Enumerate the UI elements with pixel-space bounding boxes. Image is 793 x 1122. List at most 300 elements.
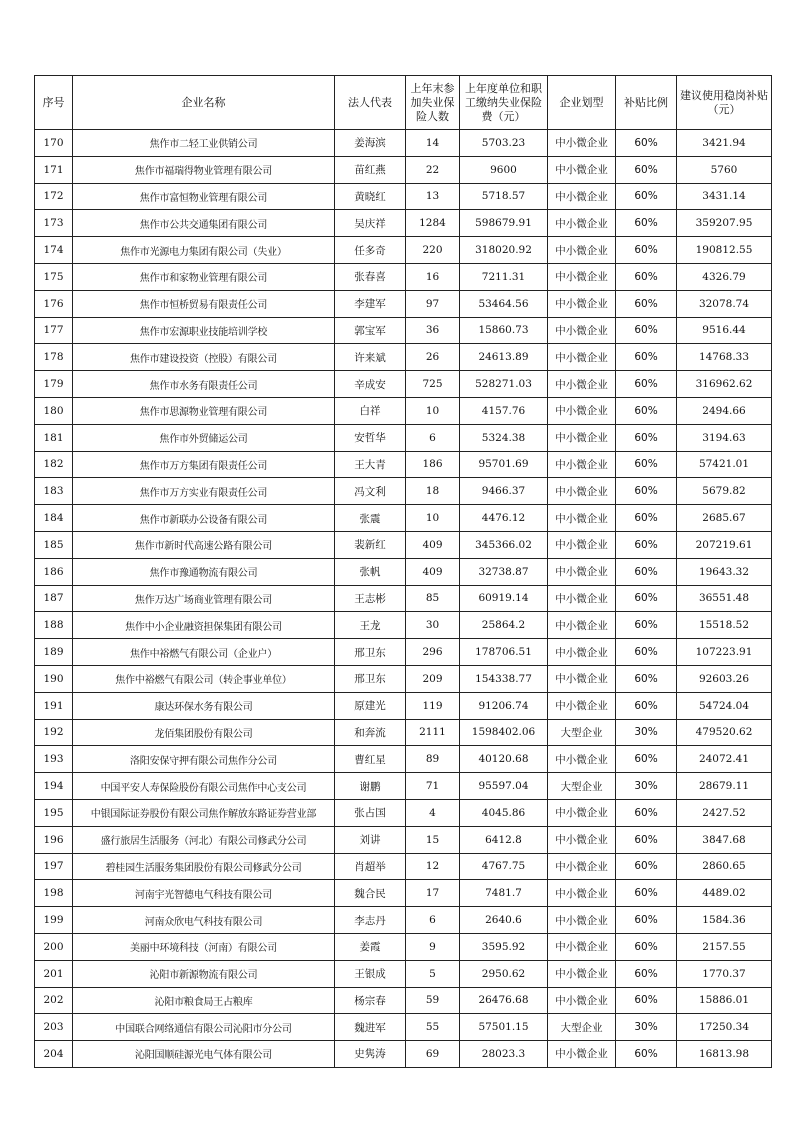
- cell-premium: 15860.73: [460, 317, 548, 344]
- cell-company: 龙佰集团股份有限公司: [73, 719, 335, 746]
- cell-category: 中小微企业: [548, 880, 616, 907]
- cell-legal-rep: 杨宗春: [335, 987, 406, 1014]
- cell-insured-count: 26: [406, 344, 460, 371]
- cell-subsidy: 3431.14: [677, 183, 772, 210]
- cell-seq: 200: [35, 933, 73, 960]
- cell-category: 中小微企业: [548, 505, 616, 532]
- cell-category: 中小微企业: [548, 237, 616, 264]
- cell-legal-rep: 张帆: [335, 558, 406, 585]
- cell-legal-rep: 白祥: [335, 397, 406, 424]
- cell-seq: 197: [35, 853, 73, 880]
- cell-company: 沁阳国顺硅源光电气体有限公司: [73, 1041, 335, 1068]
- table-header: [35, 76, 772, 130]
- cell-insured-count: 296: [406, 639, 460, 666]
- cell-ratio: 60%: [616, 478, 677, 505]
- cell-category: 中小微企业: [548, 933, 616, 960]
- cell-legal-rep: 任多奇: [335, 237, 406, 264]
- cell-subsidy: 3421.94: [677, 130, 772, 157]
- cell-legal-rep: 郭宝军: [335, 317, 406, 344]
- cell-ratio: 60%: [616, 183, 677, 210]
- cell-subsidy: 24072.41: [677, 746, 772, 773]
- cell-subsidy: 19643.32: [677, 558, 772, 585]
- cell-company: 美丽中环境科技（河南）有限公司: [73, 933, 335, 960]
- cell-seq: 184: [35, 505, 73, 532]
- cell-company: 河南宇光智德电气科技有限公司: [73, 880, 335, 907]
- cell-category: 中小微企业: [548, 531, 616, 558]
- cell-legal-rep: 和奔流: [335, 719, 406, 746]
- cell-legal-rep: 史隽涛: [335, 1041, 406, 1068]
- cell-ratio: 30%: [616, 719, 677, 746]
- cell-premium: 318020.92: [460, 237, 548, 264]
- cell-company: 焦作市水务有限责任公司: [73, 371, 335, 398]
- cell-ratio: 60%: [616, 210, 677, 237]
- cell-insured-count: 18: [406, 478, 460, 505]
- cell-legal-rep: 邢卫东: [335, 639, 406, 666]
- cell-company: 碧桂园生活服务集团股份有限公司修武分公司: [73, 853, 335, 880]
- cell-premium: 95597.04: [460, 773, 548, 800]
- cell-premium: 345366.02: [460, 531, 548, 558]
- cell-company: 中国联合网络通信有限公司沁阳市分公司: [73, 1014, 335, 1041]
- cell-premium: 1598402.06: [460, 719, 548, 746]
- cell-seq: 202: [35, 987, 73, 1014]
- table-row: [35, 424, 772, 451]
- cell-company: 河南众欣电气科技有限公司: [73, 907, 335, 934]
- cell-premium: 95701.69: [460, 451, 548, 478]
- cell-subsidy: 1584.36: [677, 907, 772, 934]
- cell-category: 中小微企业: [548, 183, 616, 210]
- cell-seq: 191: [35, 692, 73, 719]
- cell-ratio: 60%: [616, 639, 677, 666]
- cell-seq: 185: [35, 531, 73, 558]
- cell-seq: 178: [35, 344, 73, 371]
- cell-ratio: 60%: [616, 317, 677, 344]
- cell-category: 中小微企业: [548, 639, 616, 666]
- table-row: [35, 826, 772, 853]
- cell-company: 中国平安人寿保险股份有限公司焦作中心支公司: [73, 773, 335, 800]
- table-row: [35, 612, 772, 639]
- cell-subsidy: 92603.26: [677, 665, 772, 692]
- table-row: [35, 585, 772, 612]
- cell-ratio: 60%: [616, 933, 677, 960]
- cell-company: 焦作市万方实业有限责任公司: [73, 478, 335, 505]
- cell-company: 焦作市光源电力集团有限公司（失业）: [73, 237, 335, 264]
- cell-ratio: 60%: [616, 424, 677, 451]
- cell-legal-rep: 王龙: [335, 612, 406, 639]
- cell-insured-count: 16: [406, 263, 460, 290]
- cell-insured-count: 97: [406, 290, 460, 317]
- cell-legal-rep: 黄晓红: [335, 183, 406, 210]
- table-row: [35, 183, 772, 210]
- header-ratio: 补贴比例: [616, 76, 677, 130]
- cell-premium: 2950.62: [460, 960, 548, 987]
- cell-category: 中小微企业: [548, 853, 616, 880]
- table-row: [35, 665, 772, 692]
- cell-seq: 199: [35, 907, 73, 934]
- cell-seq: 186: [35, 558, 73, 585]
- cell-subsidy: 4489.02: [677, 880, 772, 907]
- cell-ratio: 60%: [616, 692, 677, 719]
- cell-category: 中小微企业: [548, 263, 616, 290]
- cell-subsidy: 15886.01: [677, 987, 772, 1014]
- table-row: [35, 853, 772, 880]
- cell-seq: 187: [35, 585, 73, 612]
- cell-seq: 204: [35, 1041, 73, 1068]
- cell-insured-count: 14: [406, 130, 460, 157]
- cell-premium: 4767.75: [460, 853, 548, 880]
- cell-seq: 176: [35, 290, 73, 317]
- cell-premium: 154338.77: [460, 665, 548, 692]
- cell-seq: 171: [35, 156, 73, 183]
- cell-seq: 188: [35, 612, 73, 639]
- table-row: [35, 156, 772, 183]
- cell-subsidy: 479520.62: [677, 719, 772, 746]
- cell-legal-rep: 谢鹏: [335, 773, 406, 800]
- table-row: [35, 344, 772, 371]
- cell-category: 中小微企业: [548, 344, 616, 371]
- cell-subsidy: 14768.33: [677, 344, 772, 371]
- cell-legal-rep: 张占国: [335, 799, 406, 826]
- cell-seq: 182: [35, 451, 73, 478]
- cell-seq: 174: [35, 237, 73, 264]
- cell-category: 大型企业: [548, 1014, 616, 1041]
- table-row: [35, 317, 772, 344]
- cell-insured-count: 186: [406, 451, 460, 478]
- cell-insured-count: 30: [406, 612, 460, 639]
- cell-insured-count: 22: [406, 156, 460, 183]
- cell-seq: 175: [35, 263, 73, 290]
- cell-ratio: 60%: [616, 612, 677, 639]
- cell-subsidy: 190812.55: [677, 237, 772, 264]
- cell-company: 康达环保水务有限公司: [73, 692, 335, 719]
- cell-seq: 194: [35, 773, 73, 800]
- header-seq: 序号: [35, 76, 73, 130]
- cell-premium: 2640.6: [460, 907, 548, 934]
- cell-insured-count: 12: [406, 853, 460, 880]
- cell-insured-count: 59: [406, 987, 460, 1014]
- cell-company: 盛行旅居生活服务（河北）有限公司修武分公司: [73, 826, 335, 853]
- table-row: [35, 210, 772, 237]
- cell-ratio: 60%: [616, 505, 677, 532]
- cell-category: 中小微企业: [548, 692, 616, 719]
- cell-ratio: 60%: [616, 853, 677, 880]
- cell-legal-rep: 裴新红: [335, 531, 406, 558]
- cell-category: 中小微企业: [548, 612, 616, 639]
- cell-category: 大型企业: [548, 719, 616, 746]
- cell-seq: 203: [35, 1014, 73, 1041]
- cell-premium: 5324.38: [460, 424, 548, 451]
- cell-subsidy: 3194.63: [677, 424, 772, 451]
- cell-premium: 28023.3: [460, 1041, 548, 1068]
- cell-category: 中小微企业: [548, 397, 616, 424]
- cell-seq: 173: [35, 210, 73, 237]
- cell-ratio: 60%: [616, 531, 677, 558]
- cell-legal-rep: 冯文利: [335, 478, 406, 505]
- cell-subsidy: 207219.61: [677, 531, 772, 558]
- table-row: [35, 1014, 772, 1041]
- table-body: [35, 130, 772, 1068]
- cell-premium: 60919.14: [460, 585, 548, 612]
- cell-legal-rep: 辛成安: [335, 371, 406, 398]
- cell-company: 焦作市和家物业管理有限公司: [73, 263, 335, 290]
- cell-legal-rep: 吴庆祥: [335, 210, 406, 237]
- table-row: [35, 960, 772, 987]
- cell-ratio: 60%: [616, 237, 677, 264]
- header-legal-rep: 法人代表: [335, 76, 406, 130]
- cell-subsidy: 5760: [677, 156, 772, 183]
- cell-premium: 528271.03: [460, 371, 548, 398]
- cell-legal-rep: 肖超举: [335, 853, 406, 880]
- cell-category: 中小微企业: [548, 1041, 616, 1068]
- cell-legal-rep: 魏进军: [335, 1014, 406, 1041]
- cell-insured-count: 9: [406, 933, 460, 960]
- cell-company: 焦作市外贸储运公司: [73, 424, 335, 451]
- cell-ratio: 60%: [616, 665, 677, 692]
- cell-subsidy: 2427.52: [677, 799, 772, 826]
- cell-legal-rep: 安哲华: [335, 424, 406, 451]
- cell-subsidy: 2860.65: [677, 853, 772, 880]
- cell-insured-count: 6: [406, 907, 460, 934]
- table-row: [35, 531, 772, 558]
- cell-ratio: 60%: [616, 371, 677, 398]
- table-row: [35, 130, 772, 157]
- cell-category: 中小微企业: [548, 987, 616, 1014]
- table-row: [35, 371, 772, 398]
- cell-subsidy: 28679.11: [677, 773, 772, 800]
- cell-seq: 172: [35, 183, 73, 210]
- cell-premium: 53464.56: [460, 290, 548, 317]
- cell-category: 中小微企业: [548, 371, 616, 398]
- cell-premium: 40120.68: [460, 746, 548, 773]
- cell-legal-rep: 许来斌: [335, 344, 406, 371]
- cell-seq: 201: [35, 960, 73, 987]
- cell-subsidy: 15518.52: [677, 612, 772, 639]
- cell-subsidy: 4326.79: [677, 263, 772, 290]
- table-row: [35, 799, 772, 826]
- cell-seq: 180: [35, 397, 73, 424]
- cell-legal-rep: 王银成: [335, 960, 406, 987]
- cell-ratio: 60%: [616, 826, 677, 853]
- cell-insured-count: 71: [406, 773, 460, 800]
- cell-legal-rep: 刘讲: [335, 826, 406, 853]
- cell-seq: 170: [35, 130, 73, 157]
- table-row: [35, 505, 772, 532]
- cell-ratio: 60%: [616, 130, 677, 157]
- cell-seq: 177: [35, 317, 73, 344]
- cell-legal-rep: 李建军: [335, 290, 406, 317]
- cell-subsidy: 32078.74: [677, 290, 772, 317]
- cell-insured-count: 55: [406, 1014, 460, 1041]
- cell-legal-rep: 李志丹: [335, 907, 406, 934]
- header-premium: 上年度单位和职工缴纳失业保险费（元）: [460, 76, 548, 130]
- cell-ratio: 30%: [616, 1014, 677, 1041]
- cell-subsidy: 2685.67: [677, 505, 772, 532]
- cell-company: 焦作市万方集团有限责任公司: [73, 451, 335, 478]
- cell-ratio: 60%: [616, 156, 677, 183]
- cell-premium: 26476.68: [460, 987, 548, 1014]
- cell-category: 中小微企业: [548, 130, 616, 157]
- cell-seq: 181: [35, 424, 73, 451]
- cell-ratio: 60%: [616, 1041, 677, 1068]
- cell-seq: 192: [35, 719, 73, 746]
- cell-ratio: 60%: [616, 290, 677, 317]
- cell-subsidy: 16813.98: [677, 1041, 772, 1068]
- cell-category: 中小微企业: [548, 826, 616, 853]
- cell-premium: 6412.8: [460, 826, 548, 853]
- cell-insured-count: 36: [406, 317, 460, 344]
- cell-legal-rep: 张春喜: [335, 263, 406, 290]
- cell-category: 中小微企业: [548, 424, 616, 451]
- table-row: [35, 237, 772, 264]
- cell-insured-count: 209: [406, 665, 460, 692]
- cell-subsidy: 107223.91: [677, 639, 772, 666]
- cell-subsidy: 359207.95: [677, 210, 772, 237]
- cell-insured-count: 119: [406, 692, 460, 719]
- cell-legal-rep: 张震: [335, 505, 406, 532]
- cell-company: 焦作市新时代高速公路有限公司: [73, 531, 335, 558]
- cell-ratio: 60%: [616, 907, 677, 934]
- cell-ratio: 60%: [616, 344, 677, 371]
- cell-seq: 195: [35, 799, 73, 826]
- cell-subsidy: 5679.82: [677, 478, 772, 505]
- cell-premium: 25864.2: [460, 612, 548, 639]
- cell-category: 中小微企业: [548, 478, 616, 505]
- cell-premium: 9466.37: [460, 478, 548, 505]
- cell-insured-count: 89: [406, 746, 460, 773]
- cell-premium: 4045.86: [460, 799, 548, 826]
- cell-legal-rep: 苗红燕: [335, 156, 406, 183]
- cell-insured-count: 2111: [406, 719, 460, 746]
- cell-legal-rep: 邢卫东: [335, 665, 406, 692]
- cell-category: 中小微企业: [548, 746, 616, 773]
- table-row: [35, 478, 772, 505]
- table-row: [35, 933, 772, 960]
- cell-subsidy: 57421.01: [677, 451, 772, 478]
- header-row: [35, 76, 772, 130]
- cell-ratio: 60%: [616, 585, 677, 612]
- cell-premium: 7481.7: [460, 880, 548, 907]
- table-row: [35, 880, 772, 907]
- header-insured-count: 上年末参加失业保险人数: [406, 76, 460, 130]
- cell-subsidy: 17250.34: [677, 1014, 772, 1041]
- cell-subsidy: 1770.37: [677, 960, 772, 987]
- cell-legal-rep: 原建光: [335, 692, 406, 719]
- cell-seq: 198: [35, 880, 73, 907]
- cell-ratio: 30%: [616, 773, 677, 800]
- table-row: [35, 1041, 772, 1068]
- cell-insured-count: 725: [406, 371, 460, 398]
- cell-premium: 7211.31: [460, 263, 548, 290]
- table-row: [35, 987, 772, 1014]
- cell-insured-count: 409: [406, 558, 460, 585]
- cell-insured-count: 5: [406, 960, 460, 987]
- cell-company: 沁阳市新源物流有限公司: [73, 960, 335, 987]
- cell-ratio: 60%: [616, 987, 677, 1014]
- cell-seq: 190: [35, 665, 73, 692]
- cell-seq: 193: [35, 746, 73, 773]
- cell-category: 中小微企业: [548, 558, 616, 585]
- cell-category: 中小微企业: [548, 907, 616, 934]
- cell-category: 中小微企业: [548, 210, 616, 237]
- cell-category: 中小微企业: [548, 317, 616, 344]
- cell-subsidy: 9516.44: [677, 317, 772, 344]
- cell-ratio: 60%: [616, 799, 677, 826]
- cell-insured-count: 69: [406, 1041, 460, 1068]
- cell-premium: 598679.91: [460, 210, 548, 237]
- cell-category: 中小微企业: [548, 799, 616, 826]
- cell-premium: 24613.89: [460, 344, 548, 371]
- cell-ratio: 60%: [616, 558, 677, 585]
- cell-subsidy: 316962.62: [677, 371, 772, 398]
- cell-company: 焦作市思源物业管理有限公司: [73, 397, 335, 424]
- cell-company: 焦作市新联办公设备有限公司: [73, 505, 335, 532]
- cell-premium: 91206.74: [460, 692, 548, 719]
- cell-company: 焦作中裕燃气有限公司（转企事业单位）: [73, 665, 335, 692]
- cell-premium: 178706.51: [460, 639, 548, 666]
- cell-insured-count: 10: [406, 397, 460, 424]
- cell-insured-count: 17: [406, 880, 460, 907]
- cell-legal-rep: 姜霞: [335, 933, 406, 960]
- cell-subsidy: 36551.48: [677, 585, 772, 612]
- cell-premium: 57501.15: [460, 1014, 548, 1041]
- header-category: 企业划型: [548, 76, 616, 130]
- cell-category: 大型企业: [548, 773, 616, 800]
- cell-seq: 179: [35, 371, 73, 398]
- cell-insured-count: 1284: [406, 210, 460, 237]
- cell-subsidy: 54724.04: [677, 692, 772, 719]
- table-row: [35, 773, 772, 800]
- cell-legal-rep: 曹红星: [335, 746, 406, 773]
- cell-legal-rep: 王大青: [335, 451, 406, 478]
- cell-company: 焦作市公共交通集团有限公司: [73, 210, 335, 237]
- cell-insured-count: 13: [406, 183, 460, 210]
- cell-category: 中小微企业: [548, 960, 616, 987]
- cell-ratio: 60%: [616, 960, 677, 987]
- table-row: [35, 692, 772, 719]
- cell-company: 中银国际证券股份有限公司焦作解放东路证券营业部: [73, 799, 335, 826]
- cell-subsidy: 2157.55: [677, 933, 772, 960]
- cell-company: 沁阳市粮食局王占粮库: [73, 987, 335, 1014]
- table-row: [35, 263, 772, 290]
- cell-subsidy: 3847.68: [677, 826, 772, 853]
- cell-legal-rep: 魏合民: [335, 880, 406, 907]
- cell-ratio: 60%: [616, 880, 677, 907]
- cell-company: 焦作中小企业融资担保集团有限公司: [73, 612, 335, 639]
- table-row: [35, 907, 772, 934]
- table-row: [35, 719, 772, 746]
- table-row: [35, 290, 772, 317]
- cell-company: 焦作市豫通物流有限公司: [73, 558, 335, 585]
- cell-company: 焦作万达广场商业管理有限公司: [73, 585, 335, 612]
- cell-company: 焦作市建设投资（控股）有限公司: [73, 344, 335, 371]
- cell-category: 中小微企业: [548, 665, 616, 692]
- cell-insured-count: 4: [406, 799, 460, 826]
- cell-seq: 189: [35, 639, 73, 666]
- cell-premium: 5703.23: [460, 130, 548, 157]
- subsidy-table: [34, 75, 772, 1068]
- cell-premium: 9600: [460, 156, 548, 183]
- header-subsidy: 建议使用稳岗补贴（元）: [677, 76, 772, 130]
- cell-insured-count: 409: [406, 531, 460, 558]
- cell-premium: 5718.57: [460, 183, 548, 210]
- cell-premium: 4157.76: [460, 397, 548, 424]
- cell-insured-count: 6: [406, 424, 460, 451]
- cell-premium: 4476.12: [460, 505, 548, 532]
- table-row: [35, 397, 772, 424]
- cell-company: 焦作市宏源职业技能培训学校: [73, 317, 335, 344]
- table-row: [35, 558, 772, 585]
- cell-insured-count: 220: [406, 237, 460, 264]
- cell-seq: 183: [35, 478, 73, 505]
